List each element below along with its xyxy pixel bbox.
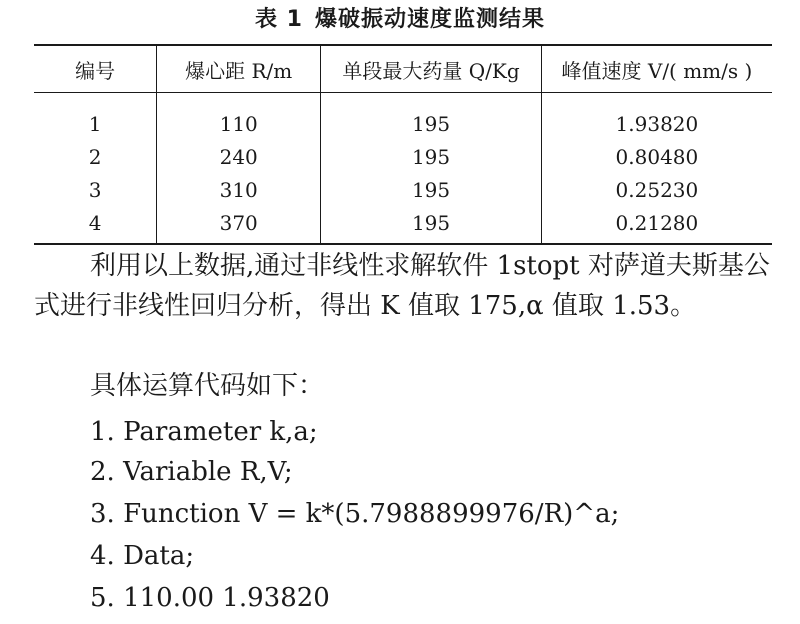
header-id: 编号 xyxy=(75,58,116,83)
table-row xyxy=(34,93,772,141)
cell-peak-velocity: 0.21280 xyxy=(541,206,772,244)
cell-id: 3 xyxy=(88,177,102,202)
table-number: 表 1 xyxy=(255,7,303,32)
table-row xyxy=(34,140,772,173)
header-charge: 单段最大药量 Q/Kg xyxy=(321,45,542,93)
cell-charge: 195 xyxy=(321,206,542,244)
cell-charge: 195 xyxy=(321,140,542,173)
table-title: 爆破振动速度监测结果 xyxy=(314,7,545,32)
code-line: 4. Data; xyxy=(90,541,195,571)
cell-charge: 195 xyxy=(321,173,542,206)
cell-id: 4 xyxy=(88,210,102,235)
table-row xyxy=(34,206,772,244)
cell-distance: 310 xyxy=(157,173,321,206)
code-intro: 具体运算代码如下： xyxy=(90,371,325,401)
cell-peak-velocity: 1.93820 xyxy=(541,93,772,141)
vibration-table xyxy=(34,44,772,245)
cell-id: 1 xyxy=(88,111,102,136)
cell-peak-velocity: 0.80480 xyxy=(541,140,772,173)
regression-paragraph: 利用以上数据,通过非线性求解软件 1stopt 对萨道夫斯基公式进行非线性回归分析，得出 K 值取 175,α 值取 1.53。 xyxy=(34,251,770,321)
table-caption xyxy=(0,2,800,33)
cell-peak-velocity: 0.25230 xyxy=(541,173,772,206)
code-line: 2. Variable R,V; xyxy=(90,457,293,487)
header-distance: 爆心距 R/m xyxy=(157,45,321,93)
code-line: 5. 110.00 1.93820 xyxy=(90,583,330,613)
table-header-row xyxy=(34,45,772,93)
cell-charge: 195 xyxy=(321,93,542,141)
cell-distance: 240 xyxy=(157,140,321,173)
code-line: 1. Parameter k,a; xyxy=(90,417,318,447)
code-line: 3. Function V = k*(5.7988899976/R)^a; xyxy=(90,499,620,529)
table-row xyxy=(34,173,772,206)
cell-distance: 370 xyxy=(157,206,321,244)
cell-id: 2 xyxy=(88,144,102,169)
header-peak-velocity: 峰值速度 V/( mm/s ) xyxy=(541,45,772,93)
cell-distance: 110 xyxy=(157,93,321,141)
